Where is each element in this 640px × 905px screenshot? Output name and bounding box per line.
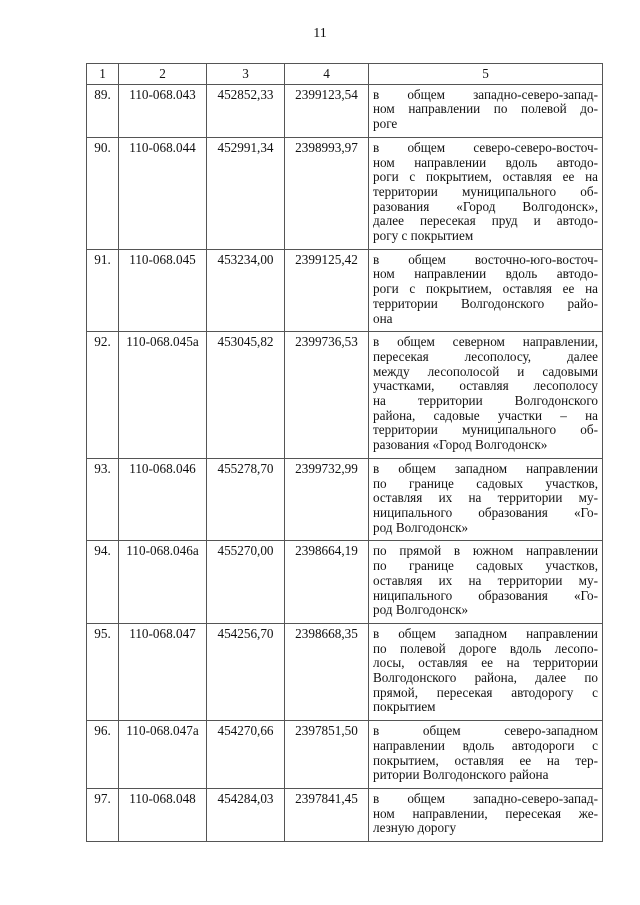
description-line: оставляя их на территории му- bbox=[373, 572, 598, 588]
description-line: прямой, пересекая автодорогу с bbox=[373, 684, 598, 700]
coordinate-x: 453234,00 bbox=[207, 249, 285, 332]
description-line: ном направлении вдоль автодо- bbox=[373, 266, 598, 282]
point-code: 110-068.047 bbox=[119, 623, 207, 720]
coordinate-y: 2398993,97 bbox=[285, 137, 369, 249]
description-line: между лесополосой и садовыми bbox=[373, 363, 598, 379]
description-line: по прямой в южном направлении bbox=[373, 543, 598, 559]
description-line: род Волгодонск» bbox=[373, 519, 469, 535]
boundary-description bbox=[369, 458, 603, 541]
table-body bbox=[87, 84, 603, 841]
table-row bbox=[87, 541, 603, 624]
page-number: 11 bbox=[313, 26, 327, 41]
description-line: оставляя их на территории му- bbox=[373, 490, 598, 506]
row-number: 91. bbox=[87, 249, 119, 332]
description-line: ном направлении, пересекая же- bbox=[373, 805, 598, 821]
description-line: в общем северном направлении, bbox=[373, 334, 598, 350]
description-line: Волгодонского района, далее по bbox=[373, 670, 598, 686]
boundary-description bbox=[369, 721, 603, 789]
description-line: лосы, оставляя ее на территории bbox=[373, 655, 598, 671]
description-line: рогу с покрытием bbox=[373, 228, 474, 244]
row-number: 90. bbox=[87, 137, 119, 249]
description-line: в общем северо-северо-восточ- bbox=[373, 139, 598, 155]
coordinate-x: 454284,03 bbox=[207, 788, 285, 841]
description-line: ниципального образования «Го- bbox=[373, 504, 598, 520]
row-number: 89. bbox=[87, 84, 119, 137]
column-header-4: 4 bbox=[285, 64, 369, 85]
description-line: направлении вдоль автодороги с bbox=[373, 737, 598, 753]
table-row bbox=[87, 458, 603, 541]
description-line: в общем западно-северо-запад- bbox=[373, 86, 598, 102]
description-line: она bbox=[373, 310, 393, 326]
coordinate-y: 2399125,42 bbox=[285, 249, 369, 332]
point-code: 110-068.045 bbox=[119, 249, 207, 332]
description-line: территории муниципального об- bbox=[373, 183, 598, 199]
table-row bbox=[87, 721, 603, 789]
description-line: района, садовые участки – на bbox=[373, 407, 598, 423]
point-code: 110-068.044 bbox=[119, 137, 207, 249]
row-number: 92. bbox=[87, 332, 119, 459]
boundary-description bbox=[369, 249, 603, 332]
point-code: 110-068.043 bbox=[119, 84, 207, 137]
table-row bbox=[87, 788, 603, 841]
column-header-5: 5 bbox=[369, 64, 603, 85]
description-line: род Волгодонск» bbox=[373, 602, 469, 618]
coordinate-y: 2399736,53 bbox=[285, 332, 369, 459]
description-line: ном направлении по полевой до- bbox=[373, 101, 598, 117]
description-line: роге bbox=[373, 116, 398, 132]
coordinate-y: 2398664,19 bbox=[285, 541, 369, 624]
coordinate-x: 453045,82 bbox=[207, 332, 285, 459]
description-line: по границе садовых участков, bbox=[373, 475, 598, 491]
coordinate-y: 2397851,50 bbox=[285, 721, 369, 789]
coordinate-x: 455270,00 bbox=[207, 541, 285, 624]
boundary-description bbox=[369, 788, 603, 841]
description-line: в общем северо-западном bbox=[373, 723, 598, 739]
description-line: на территории Волгодонского bbox=[373, 393, 598, 409]
coordinate-x: 452991,34 bbox=[207, 137, 285, 249]
description-line: территории Волгодонского райо- bbox=[373, 295, 598, 311]
description-line: разования «Город Волгодонск», bbox=[373, 198, 598, 214]
description-line: в общем западном направлении bbox=[373, 460, 598, 476]
table-row bbox=[87, 84, 603, 137]
description-line: ритории Волгодонского района bbox=[373, 767, 549, 783]
description-line: по полевой дороге вдоль лесопо- bbox=[373, 640, 598, 656]
coordinate-y: 2397841,45 bbox=[285, 788, 369, 841]
boundary-description bbox=[369, 332, 603, 459]
description-line: в общем западно-северо-запад- bbox=[373, 790, 598, 806]
description-line: роги с покрытием, оставляя ее на bbox=[373, 169, 598, 185]
description-line: разования «Город Волгодонск» bbox=[373, 437, 548, 453]
boundary-description bbox=[369, 623, 603, 720]
coordinate-x: 454270,66 bbox=[207, 721, 285, 789]
description-line: далее пересекая пруд и автодо- bbox=[373, 213, 598, 229]
column-header-1: 1 bbox=[87, 64, 119, 85]
row-number: 93. bbox=[87, 458, 119, 541]
point-code: 110-068.045а bbox=[119, 332, 207, 459]
point-code: 110-068.047а bbox=[119, 721, 207, 789]
table-row bbox=[87, 137, 603, 249]
table-row bbox=[87, 623, 603, 720]
coordinate-y: 2399732,99 bbox=[285, 458, 369, 541]
table-row bbox=[87, 332, 603, 459]
point-code: 110-068.048 bbox=[119, 788, 207, 841]
coordinate-x: 454256,70 bbox=[207, 623, 285, 720]
description-line: ном направлении вдоль автодо- bbox=[373, 154, 598, 170]
boundary-description bbox=[369, 137, 603, 249]
column-header-2: 2 bbox=[119, 64, 207, 85]
description-line: в общем восточно-юго-восточ- bbox=[373, 251, 598, 267]
table-header-row bbox=[87, 64, 603, 85]
description-line: по границе садовых участков, bbox=[373, 558, 598, 574]
row-number: 97. bbox=[87, 788, 119, 841]
description-line: участками, оставляя лесополосу bbox=[373, 378, 598, 394]
description-line: пересекая лесополосу, далее bbox=[373, 348, 598, 364]
row-number: 94. bbox=[87, 541, 119, 624]
description-line: роги с покрытием, оставляя ее на bbox=[373, 281, 598, 297]
description-line: территории муниципального об- bbox=[373, 422, 598, 438]
description-line: ниципального образования «Го- bbox=[373, 587, 598, 603]
description-line: покрытием bbox=[373, 699, 436, 715]
description-line: покрытием, оставляя ее на тер- bbox=[373, 752, 598, 768]
coordinate-y: 2398668,35 bbox=[285, 623, 369, 720]
coordinate-x: 455278,70 bbox=[207, 458, 285, 541]
coordinate-y: 2399123,54 bbox=[285, 84, 369, 137]
column-header-3: 3 bbox=[207, 64, 285, 85]
boundary-description bbox=[369, 84, 603, 137]
table-row bbox=[87, 249, 603, 332]
coordinate-x: 452852,33 bbox=[207, 84, 285, 137]
point-code: 110-068.046а bbox=[119, 541, 207, 624]
row-number: 95. bbox=[87, 623, 119, 720]
point-code: 110-068.046 bbox=[119, 458, 207, 541]
row-number: 96. bbox=[87, 721, 119, 789]
description-line: лезную дорогу bbox=[373, 820, 457, 836]
boundary-description bbox=[369, 541, 603, 624]
description-line: в общем западном направлении bbox=[373, 625, 598, 641]
boundary-points-table bbox=[86, 63, 603, 842]
